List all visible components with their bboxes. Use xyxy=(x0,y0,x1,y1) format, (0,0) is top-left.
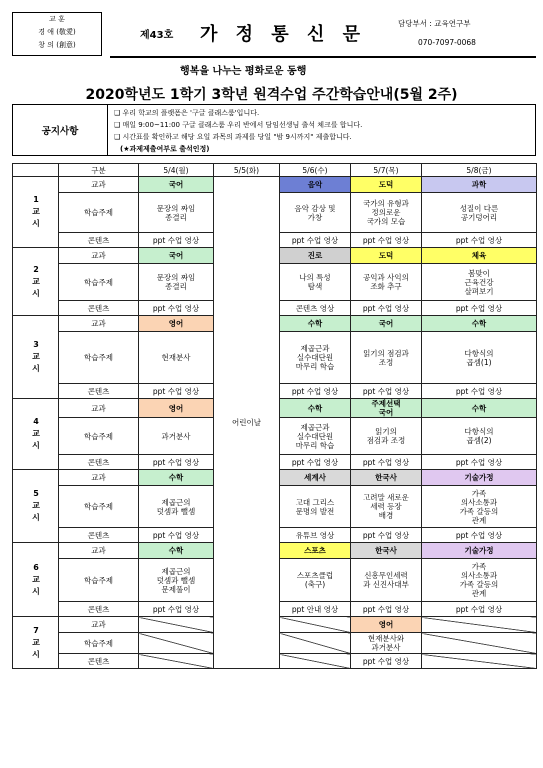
topic-cell: 국가의 유형과 정의로운 국가의 모습 xyxy=(351,193,422,233)
row-label-subject: 교과 xyxy=(59,248,139,264)
content-cell: ppt 수업 영상 xyxy=(139,455,214,470)
table-row xyxy=(59,486,537,528)
table-row xyxy=(59,193,537,233)
topic-cell: 현재분사 xyxy=(139,332,214,384)
motto-line: 교 훈 xyxy=(49,15,65,23)
row-label-topic: 학습주제 xyxy=(59,332,139,384)
table-row xyxy=(59,455,537,470)
slogan: 행복을 나누는 평화로운 동행 xyxy=(180,66,307,77)
subject-cell: 영어 xyxy=(139,316,214,332)
empty-cell xyxy=(139,633,214,654)
period-label: 7 교 시 xyxy=(12,616,59,669)
header-date: 5/8(금) xyxy=(422,164,537,177)
subject-cell: 국어 xyxy=(139,177,214,193)
topic-cell: 제곱근과 실수대단원 마무리 학습 xyxy=(280,332,351,384)
subject-cell: 스포츠 xyxy=(280,543,351,559)
phone-number: 070-7097-0068 xyxy=(418,38,476,47)
row-label-subject: 교과 xyxy=(59,177,139,193)
page-title: 2020학년도 1학기 3학년 원격수업 주간학습안내(5월 2주) xyxy=(85,87,458,103)
subject-cell: 한국사 xyxy=(351,470,422,486)
subject-cell: 한국사 xyxy=(351,543,422,559)
row-label-subject: 교과 xyxy=(59,470,139,486)
row-label-topic: 학습주제 xyxy=(59,559,139,602)
table-row xyxy=(59,399,537,418)
subject-cell: 음악 xyxy=(280,177,351,193)
row-label-subject: 교과 xyxy=(59,316,139,332)
header-division: 구분 xyxy=(59,164,139,177)
empty-cell xyxy=(422,617,537,633)
subject-cell: 수학 xyxy=(139,470,214,486)
period-label: 2 교 시 xyxy=(12,247,59,316)
motto-line: 창 의 (創意) xyxy=(38,41,76,49)
row-label-content: 콘텐츠 xyxy=(59,301,139,316)
motto-line: 경 애 (敬愛) xyxy=(38,28,76,36)
table-row xyxy=(59,177,537,193)
row-label-content: 콘텐츠 xyxy=(59,455,139,470)
subject-cell: 진로 xyxy=(280,248,351,264)
topic-cell: 고려말 새로운 세력 등장 배경 xyxy=(351,486,422,528)
header-divider xyxy=(110,56,536,58)
empty-cell xyxy=(422,633,537,654)
newsletter-title: 가 정 통 신 문 xyxy=(200,24,367,45)
content-cell: ppt 수업 영상 xyxy=(351,654,422,669)
topic-cell: 스포츠클럽 (축구) xyxy=(280,559,351,602)
row-label-topic: 학습주제 xyxy=(59,633,139,654)
subject-cell: 주제선택 국어 xyxy=(351,399,422,418)
subject-cell: 도덕 xyxy=(351,177,422,193)
content-cell: ppt 수업 영상 xyxy=(422,602,537,617)
content-cell: ppt 수업 영상 xyxy=(139,233,214,248)
period-label: 5 교 시 xyxy=(12,469,59,543)
period-header-spacer xyxy=(12,163,59,177)
topic-cell: 다항식의 곱셈(2) xyxy=(422,418,537,455)
notice-line: ❑ 시간표를 확인하고 해당 요일 과목의 과제를 당일 "밤 9시까지" 제출합니다. xyxy=(114,133,352,141)
table-header-row xyxy=(59,164,537,177)
table-row xyxy=(59,543,537,559)
subject-cell: 세계사 xyxy=(280,470,351,486)
content-cell: ppt 수업 영상 xyxy=(351,602,422,617)
content-cell: 콘텐츠 영상 xyxy=(280,301,351,316)
holiday-cell: 어린이날 xyxy=(214,177,280,669)
content-cell: ppt 수업 영상 xyxy=(422,233,537,248)
topic-cell: 봄맞이 근육건강 살펴보기 xyxy=(422,264,537,301)
subject-cell: 수학 xyxy=(280,399,351,418)
row-label-topic: 학습주제 xyxy=(59,264,139,301)
content-cell: ppt 수업 영상 xyxy=(139,384,214,399)
subject-cell: 기술가정 xyxy=(422,543,537,559)
table-row xyxy=(59,633,537,654)
subject-cell: 수학 xyxy=(422,399,537,418)
table-row xyxy=(59,332,537,384)
notice-line: (★과제제출여부로 출석인정) xyxy=(120,145,210,153)
empty-cell xyxy=(139,654,214,669)
subject-cell: 국어 xyxy=(351,316,422,332)
table-row xyxy=(59,301,537,316)
subject-cell: 과학 xyxy=(422,177,537,193)
empty-cell xyxy=(280,633,351,654)
content-cell: ppt 수업 영상 xyxy=(351,301,422,316)
table-row xyxy=(59,470,537,486)
content-cell: ppt 수업 영상 xyxy=(139,528,214,543)
table-row xyxy=(59,248,537,264)
content-cell: ppt 수업 영상 xyxy=(351,528,422,543)
subject-cell: 수학 xyxy=(139,543,214,559)
row-label-subject: 교과 xyxy=(59,543,139,559)
period-label: 6 교 시 xyxy=(12,542,59,617)
content-cell: ppt 수업 영상 xyxy=(280,233,351,248)
topic-cell: 다항식의 곱셈(1) xyxy=(422,332,537,384)
topic-cell: 읽기의 점검과 조정 xyxy=(351,332,422,384)
subject-cell: 수학 xyxy=(422,316,537,332)
subject-cell: 수학 xyxy=(280,316,351,332)
topic-cell: 음악 감상 및 가창 xyxy=(280,193,351,233)
topic-cell: 문장의 짜임 종결리 xyxy=(139,264,214,301)
content-cell: ppt 수업 영상 xyxy=(422,301,537,316)
empty-cell xyxy=(280,617,351,633)
content-cell: ppt 수업 영상 xyxy=(280,384,351,399)
topic-cell: 제곱근과 실수대단원 마무리 학습 xyxy=(280,418,351,455)
content-cell: ppt 수업 영상 xyxy=(422,455,537,470)
subject-cell: 국어 xyxy=(139,248,214,264)
topic-cell: 고대 그리스 문명의 발전 xyxy=(280,486,351,528)
content-cell: ppt 수업 영상 xyxy=(422,384,537,399)
topic-cell: 현재분사와 과거분사 xyxy=(351,633,422,654)
topic-cell: 가족 의사소통과 가족 갈등의 관계 xyxy=(422,559,537,602)
table-row xyxy=(59,602,537,617)
subject-cell: 기술가정 xyxy=(422,470,537,486)
subject-cell: 영어 xyxy=(351,617,422,633)
content-cell: ppt 수업 영상 xyxy=(351,233,422,248)
topic-cell: 제곱근의 덧셈과 뺄셈 xyxy=(139,486,214,528)
table-row xyxy=(59,384,537,399)
subject-cell: 도덕 xyxy=(351,248,422,264)
table-row xyxy=(59,528,537,543)
row-label-topic: 학습주제 xyxy=(59,418,139,455)
table-row xyxy=(59,559,537,602)
notice-line: ❑ 매일 9:00~11:00 구글 클래스룸 우리 반에서 담임선생님 출석 체크를 합니다. xyxy=(114,121,363,129)
table-row xyxy=(59,418,537,455)
content-cell: 유튜브 영상 xyxy=(280,528,351,543)
header-date: 5/5(화) xyxy=(214,164,280,177)
topic-cell: 신흥무인세력 과 신진사대부 xyxy=(351,559,422,602)
topic-cell: 공익과 사익의 조화 추구 xyxy=(351,264,422,301)
row-label-subject: 교과 xyxy=(59,617,139,633)
subject-cell: 체육 xyxy=(422,248,537,264)
content-cell: ppt 수업 영상 xyxy=(351,455,422,470)
notice-line: ❑ 우리 학교의 플랫폼은 '구글 클래스룸'입니다. xyxy=(114,109,260,117)
content-cell: ppt 수업 영상 xyxy=(280,455,351,470)
empty-cell xyxy=(422,654,537,669)
row-label-topic: 학습주제 xyxy=(59,193,139,233)
row-label-content: 콘텐츠 xyxy=(59,233,139,248)
topic-cell: 가족 의사소통과 가족 갈등의 관계 xyxy=(422,486,537,528)
row-label-content: 콘텐츠 xyxy=(59,528,139,543)
period-label: 3 교 시 xyxy=(12,315,59,399)
topic-cell: 나의 특성 탐색 xyxy=(280,264,351,301)
row-label-topic: 학습주제 xyxy=(59,486,139,528)
topic-cell: 읽기의 점검과 조정 xyxy=(351,418,422,455)
school-motto-box xyxy=(12,12,102,56)
header-date: 5/4(월) xyxy=(139,164,214,177)
row-label-content: 콘텐츠 xyxy=(59,654,139,669)
notice-label: 공지사항 xyxy=(12,104,108,156)
content-cell: ppt 안내 영상 xyxy=(280,602,351,617)
table-row xyxy=(59,617,537,633)
row-label-content: 콘텐츠 xyxy=(59,384,139,399)
table-row xyxy=(59,233,537,248)
table-row xyxy=(59,316,537,332)
row-label-subject: 교과 xyxy=(59,399,139,418)
content-cell: ppt 수업 영상 xyxy=(351,384,422,399)
topic-cell: 성질이 다른 공기덩어리 xyxy=(422,193,537,233)
issue-number: 제43호 xyxy=(140,30,174,41)
table-row xyxy=(59,654,537,669)
subject-cell: 영어 xyxy=(139,399,214,418)
row-label-content: 콘텐츠 xyxy=(59,602,139,617)
content-cell: ppt 수업 영상 xyxy=(422,528,537,543)
topic-cell: 제곱근의 덧셈과 뺄셈 문제풀이 xyxy=(139,559,214,602)
table-row xyxy=(59,264,537,301)
header-date: 5/6(수) xyxy=(280,164,351,177)
period-label: 4 교 시 xyxy=(12,398,59,470)
topic-cell: 과거분사 xyxy=(139,418,214,455)
empty-cell xyxy=(280,654,351,669)
content-cell: ppt 수업 영상 xyxy=(139,301,214,316)
header-date: 5/7(목) xyxy=(351,164,422,177)
weekly-schedule-table xyxy=(58,163,537,669)
content-cell: ppt 수업 영상 xyxy=(139,602,214,617)
empty-cell xyxy=(139,617,214,633)
topic-cell: 문장의 짜임 종결리 xyxy=(139,193,214,233)
notice-box xyxy=(108,104,536,156)
period-label: 1 교 시 xyxy=(12,176,59,248)
department: 담당부서 : 교육연구부 xyxy=(398,19,471,28)
